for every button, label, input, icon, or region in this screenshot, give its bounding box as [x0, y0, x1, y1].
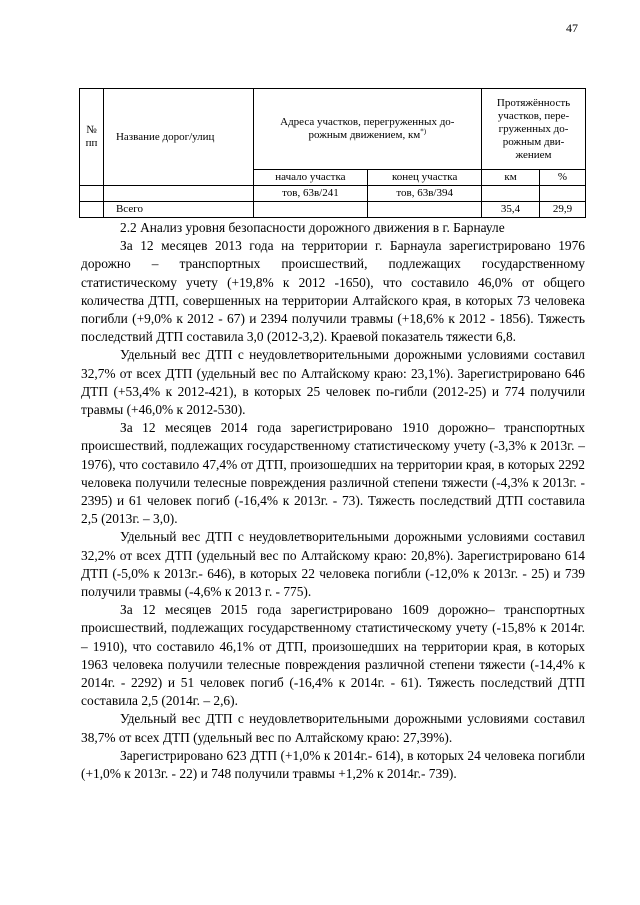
header-num: № пп	[80, 89, 104, 186]
paragraph: За 12 месяцев 2013 года на территории г. Барнаула зарегистрировано 1976 дорожно – транспортных происшествий, подлежащих государственному статистическому учету (+19,8% к 2012 -1650), что составило 46,0% от общего количества ДТП, совершенных на территории Алтайского края, в которых 73 человека погибли (+9,0% к 2012 - 67) и 2394 получили травмы (+18,6% к 2012 - 1856). Тяжесть последствий ДТП составила 3,0 (2012-3,2). Краевой показатель тяжести 6,8.	[81, 238, 585, 345]
cell-pct	[539, 186, 585, 202]
header-length: Протяжённость участков, пере-груженных до-рожным дви-жением	[482, 89, 586, 170]
paragraph: Зарегистрировано 623 ДТП (+1,0% к 2014г.- 614), в которых 24 человека погибли (+1,0% к 2013г. - 22) и 748 получили травмы +1,2% к 2014г.- 739).	[81, 747, 585, 782]
paragraph: Удельный вес ДТП с неудовлетворительными дорожными условиями составил 32,7% от всех ДТП (удельный вес по Алтайскому краю: 23,1%). Зарегистрировано 646 ДТП (+53,4% к 2012-421), в которых 25 человек по-гибли (2012-25) и 774 получили травмы (+46,0% к 2012-530).	[81, 347, 585, 418]
paragraph: Удельный вес ДТП с неудовлетворительными дорожными условиями составил 38,7% от всех ДТП (удельный вес по Алтайскому краю: 27,39%).	[81, 711, 585, 745]
paragraph: За 12 месяцев 2014 года зарегистрировано 1910 дорожно– транспортных происшествий, подлежащих государственному статистическому учету (-3,3% к 2013г. – 1976), что составило 47,4% от ДТП, произошедших на территории края, в которых 2292 человека получили телесные повреждения различной степени тяжести (-4,3% к 2013г. - 2395) и 61 человек погиб (-16,4% к 2013г. - 73). Тяжесть последствий ДТП составила 2,5 (2013г. – 3,0).	[81, 420, 585, 527]
cell-km	[482, 186, 540, 202]
header-road-name: Название дорог/улиц	[103, 89, 253, 186]
paragraph: За 12 месяцев 2015 года зарегистрировано 1609 дорожно– транспортных происшествий, подлежащих государственному статистическому учету (-15,8% к 2014г. – 1910), что составило 46,1% от ДТП, произошедших на территории края, в которых 1963 человека получили телесные повреждения различной степени тяжести (-14,4% к 2014г. - 2292) и 51 человек погиб (-16,4% к 2014г. - 61). Тяжесть последствий ДТП составила 2,5 (2014г. – 2,6).	[81, 602, 585, 709]
table-total-row	[80, 202, 586, 218]
header-address-footnote-mark: *)	[420, 127, 427, 136]
cell-end: тов, 63в/394	[368, 186, 482, 202]
body-text	[81, 219, 585, 783]
section-heading: 2.2 Анализ уровня безопасности дорожного движения в г. Барнауле	[120, 220, 505, 235]
subheader-start: начало участка	[253, 170, 368, 186]
total-start	[253, 202, 368, 218]
cell-start: тов, 63в/241	[253, 186, 368, 202]
subheader-km: км	[482, 170, 540, 186]
total-label: Всего	[103, 202, 253, 218]
total-pct: 29,9	[539, 202, 585, 218]
subheader-end: конец участка	[368, 170, 482, 186]
header-address	[253, 89, 481, 170]
cell-name	[103, 186, 253, 202]
total-km: 35,4	[482, 202, 540, 218]
roads-table	[79, 88, 586, 218]
page-number: 47	[566, 21, 578, 35]
total-end	[368, 202, 482, 218]
table-row	[80, 186, 586, 202]
header-address-text: Адреса участков, перегруженных до-рожным движением, км	[280, 116, 455, 141]
table-header-row	[80, 89, 586, 170]
cell-num	[80, 186, 104, 202]
subheader-pct: %	[539, 170, 585, 186]
paragraph: Удельный вес ДТП с неудовлетворительными дорожными условиями составил 32,2% от всех ДТП (удельный вес по Алтайскому краю: 20,8%). Зарегистрировано 614 ДТП (-5,0% к 2013г.- 646), в которых 22 человека погибли (-12,0% к 2013г. - 25) и 739 получили травмы (-4,6% к 2013 г. - 775).	[81, 529, 585, 600]
total-num	[80, 202, 104, 218]
